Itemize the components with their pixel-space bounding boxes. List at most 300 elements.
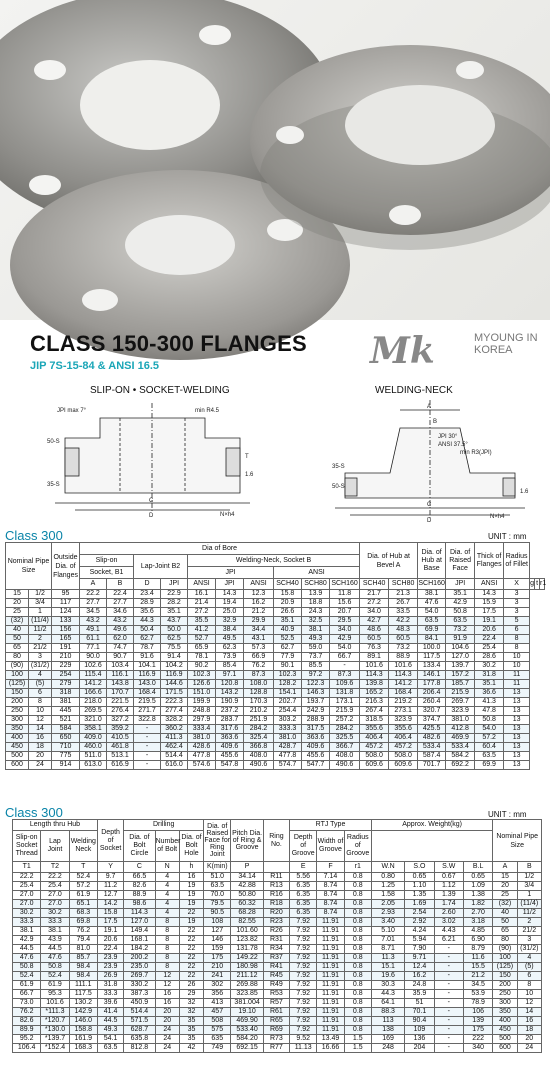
- table-cell: 150: [493, 972, 517, 981]
- table-cell: 33.3: [97, 990, 123, 999]
- table-cell: 584.20: [231, 1035, 263, 1044]
- table-cell: 5.10: [371, 927, 404, 936]
- table-cell: 11.6: [463, 954, 492, 963]
- table-cell: 318: [52, 689, 80, 698]
- table-cell: -: [434, 945, 463, 954]
- table-cell: R41: [263, 963, 289, 972]
- table-cell: 154.1: [274, 689, 302, 698]
- table-cell: 35.5: [188, 617, 216, 626]
- table-cell: 143.2: [216, 689, 244, 698]
- table-cell: 13: [504, 752, 530, 761]
- table-cell: 130.2: [69, 999, 97, 1008]
- table-cell: 22: [179, 936, 203, 945]
- table-row: [6, 734, 545, 743]
- table-cell: 273.1: [389, 707, 418, 716]
- table-cell: 363.6: [302, 734, 330, 743]
- table-row: [13, 999, 542, 1008]
- t2-column-row: [13, 862, 542, 873]
- table2-col-6: h: [179, 862, 203, 873]
- table-cell: 284.2: [330, 725, 360, 734]
- table-cell: 635.8: [124, 1035, 155, 1044]
- table-cell: 28.9: [134, 599, 161, 608]
- table-cell: 15.9: [475, 599, 504, 608]
- t2-head-slip: Slip-on Socket Thread: [13, 831, 41, 862]
- table-cell: 500: [493, 1035, 517, 1044]
- table1-col-1: B: [107, 579, 134, 590]
- table-cell: 410.5: [107, 734, 134, 743]
- t1-head-lap: Lap-Joint B2: [134, 555, 188, 579]
- table-cell: 104.6: [446, 644, 475, 653]
- ann-wn-c: C: [427, 502, 432, 508]
- table-cell: 12: [517, 999, 541, 1008]
- table-cell: 101.60: [231, 927, 263, 936]
- table-cell: 445: [52, 707, 80, 716]
- table-cell: 149.22: [231, 954, 263, 963]
- table-cell: 101.6: [389, 662, 418, 671]
- table-cell: -: [134, 761, 161, 770]
- table-cell: 43.9: [41, 936, 69, 945]
- table-cell: 7.14: [317, 873, 344, 882]
- table-cell: 41.4: [97, 1008, 123, 1017]
- table-cell: 219.2: [389, 698, 418, 707]
- table-cell: R61: [263, 1008, 289, 1017]
- table-row: [13, 945, 542, 954]
- table-cell: 692.2: [446, 761, 475, 770]
- table1-col-8: SCH80: [302, 579, 330, 590]
- table-cell: 32: [179, 1008, 203, 1017]
- table-cell: 477.8: [188, 752, 216, 761]
- diagram-weldingneck-drawing: [330, 398, 545, 523]
- table-cell: 49.6: [107, 626, 134, 635]
- table-cell: 61.9: [41, 981, 69, 990]
- ann-wn-16: 1.6: [520, 489, 529, 495]
- table-cell: -: [134, 734, 161, 743]
- ann-nxh4: N×h4: [220, 512, 235, 518]
- table-cell: 76.2: [13, 1008, 41, 1017]
- t2-head-raised-ring: Dia. of Raised Face for Ring Joint: [204, 820, 231, 862]
- table-cell: 127.0: [446, 653, 475, 662]
- table-cell: 650: [52, 734, 80, 743]
- table-cell: 482.6: [418, 734, 446, 743]
- table-cell: 12: [29, 716, 52, 725]
- table-cell: 24: [155, 1026, 179, 1035]
- table-cell: -: [434, 1017, 463, 1026]
- table-cell: 450: [493, 1026, 517, 1035]
- table-cell: 33.3: [13, 918, 41, 927]
- table-cell: 26.6: [274, 608, 302, 617]
- table-cell: 38.1: [13, 927, 41, 936]
- table-row: [6, 752, 545, 761]
- table1-col-6: ANSI: [244, 579, 274, 590]
- table-cell: 127: [204, 927, 231, 936]
- table-cell: 3/4: [517, 882, 541, 891]
- table-cell: 191: [52, 644, 80, 653]
- table-cell: 12: [155, 981, 179, 990]
- table-cell: 141.2: [389, 680, 418, 689]
- table-cell: (11/4): [517, 900, 541, 909]
- table-cell: 139.8: [360, 680, 389, 689]
- table-cell: 49.3: [302, 635, 330, 644]
- table-cell: 355.6: [360, 725, 389, 734]
- table-cell: R23: [263, 918, 289, 927]
- table-cell: 387.3: [124, 990, 155, 999]
- table-row: [13, 954, 542, 963]
- table-cell: 571.5: [124, 1017, 155, 1026]
- table-cell: 97.1: [216, 671, 244, 680]
- ann-wn-50s: 50-S: [332, 484, 345, 490]
- t2-head-weld: Welding Neck: [69, 831, 97, 862]
- table-cell: 8.74: [317, 909, 344, 918]
- table-cell: 168.4: [389, 689, 418, 698]
- table-cell: 185.7: [446, 680, 475, 689]
- table-cell: 7.92: [290, 999, 317, 1008]
- table1-col-12: SCH160: [418, 579, 446, 590]
- table-cell: 35.1: [475, 680, 504, 689]
- table-cell: 13: [504, 698, 530, 707]
- table-cell: 79.5: [204, 900, 231, 909]
- table-cell: 184.2: [124, 945, 155, 954]
- table-cell: 47.6: [41, 954, 69, 963]
- table-cell: 76.3: [360, 644, 389, 653]
- t2-head-length: Length thru Hub: [13, 820, 98, 831]
- table-cell: 50: [6, 635, 29, 644]
- table-cell: 63.5: [418, 617, 446, 626]
- table-cell: 8: [504, 644, 530, 653]
- table-cell: 1.82: [463, 900, 492, 909]
- table-cell: 170.7: [107, 689, 134, 698]
- table-cell: 90.5: [204, 909, 231, 918]
- table-cell: 3: [29, 653, 52, 662]
- table-cell: 57.2: [69, 882, 97, 891]
- table-cell: 469.90: [231, 1017, 263, 1026]
- table-cell: 587.4: [418, 752, 446, 761]
- table-cell: 66.9: [244, 653, 274, 662]
- t1-head-weld: Welding-Neck, Socket B: [188, 555, 360, 567]
- table-cell: 914: [52, 761, 80, 770]
- table-cell: 408.0: [244, 752, 274, 761]
- table-cell: 381: [52, 698, 80, 707]
- table-cell: 11.91: [317, 981, 344, 990]
- table-cell: 10: [29, 707, 52, 716]
- table-cell: 15.8: [274, 590, 302, 599]
- table-cell: 2.05: [371, 900, 404, 909]
- table-cell: 0.8: [344, 900, 371, 909]
- table-cell: 0.8: [344, 1008, 371, 1017]
- table-cell: 20: [155, 1008, 179, 1017]
- table-cell: 50.80: [231, 891, 263, 900]
- table-cell: 138: [371, 1026, 404, 1035]
- table-cell: 44.5: [97, 1017, 123, 1026]
- t2-head-width-groove: Width of Groove: [317, 831, 344, 862]
- table-cell: 19.6: [371, 972, 404, 981]
- table-cell: 11.91: [317, 1026, 344, 1035]
- table-cell: 7.92: [290, 945, 317, 954]
- table-cell: 14.3: [475, 590, 504, 599]
- flange-photo: [0, 0, 550, 320]
- table-cell: 0.8: [344, 954, 371, 963]
- table-cell: 52.4: [69, 873, 97, 882]
- table-cell: 42.7: [360, 617, 389, 626]
- table-cell: 2.93: [371, 909, 404, 918]
- table-cell: 24: [155, 1044, 179, 1053]
- table-cell: 120.8: [216, 680, 244, 689]
- table-cell: 366.7: [330, 743, 360, 752]
- table-cell: 24: [155, 1035, 179, 1044]
- table1-unit: UNIT : mm: [488, 532, 527, 541]
- table-cell: 8.74: [317, 882, 344, 891]
- table-cell: 61.1: [80, 635, 107, 644]
- table-cell: 11.13: [290, 1044, 317, 1053]
- table-cell: 409.6: [302, 743, 330, 752]
- table-cell: 39.6: [97, 999, 123, 1008]
- table-cell: 82.55: [231, 918, 263, 927]
- table-cell: 61.9: [69, 891, 97, 900]
- table-cell: 8: [155, 918, 179, 927]
- flange-photo-illustration: [0, 0, 550, 320]
- table-cell: 8: [155, 927, 179, 936]
- table2-col-2: T: [69, 862, 97, 873]
- table-cell: 20.7: [330, 608, 360, 617]
- table-cell: 11.8: [330, 590, 360, 599]
- table-cell: 33.3: [41, 918, 69, 927]
- table-cell: 6.90: [463, 936, 492, 945]
- table-cell: 75.5: [161, 644, 188, 653]
- table-cell: 30.2: [41, 909, 69, 918]
- table-cell: 35: [179, 1017, 203, 1026]
- table-cell: 143.8: [107, 680, 134, 689]
- table-cell: 28.6: [475, 653, 504, 662]
- table-cell: 514.4: [124, 1008, 155, 1017]
- table-cell: 42.2: [389, 617, 418, 626]
- table-cell: (32): [6, 617, 29, 626]
- table-cell: 7.92: [290, 972, 317, 981]
- table-cell: 3.02: [434, 918, 463, 927]
- table-cell: 95.3: [41, 990, 69, 999]
- table-cell: *120.7: [41, 1017, 69, 1026]
- t2-head-ring: Ring No.: [263, 820, 289, 862]
- table-cell: 41.3: [475, 698, 504, 707]
- table-cell: 40: [493, 909, 517, 918]
- table-cell: 66.7: [13, 990, 41, 999]
- table-cell: 0.65: [405, 873, 434, 882]
- table-cell: 62.5: [161, 635, 188, 644]
- table-cell: 0.8: [344, 918, 371, 927]
- table-cell: 22.2: [13, 873, 41, 882]
- table-cell: 54.1: [97, 1035, 123, 1044]
- table1-col-0: A: [80, 579, 107, 590]
- table-cell: 89.1: [360, 653, 389, 662]
- table2-col-18: B: [517, 862, 541, 873]
- table-cell: 7.92: [290, 936, 317, 945]
- t1-head-ansi: ANSI: [274, 567, 360, 579]
- table-row: [13, 981, 542, 990]
- table-cell: (125): [493, 963, 517, 972]
- table-row: [6, 644, 545, 653]
- ann-jpi-max: JPI max 7°: [57, 408, 87, 414]
- table2-col-10: E: [290, 862, 317, 873]
- table-cell: (5): [517, 963, 541, 972]
- table-cell: 635: [204, 1035, 231, 1044]
- table-cell: 3: [517, 936, 541, 945]
- table-cell: 204: [405, 1044, 434, 1053]
- table-cell: 146.0: [69, 1017, 97, 1026]
- table-row: [6, 662, 545, 671]
- table-cell: 19.4: [216, 599, 244, 608]
- table-cell: 21.7: [360, 590, 389, 599]
- table-cell: 12.7: [97, 891, 123, 900]
- table-cell: 609.6: [360, 761, 389, 770]
- table-cell: 381.0: [274, 734, 302, 743]
- table-cell: 73.0: [13, 999, 41, 1008]
- table-cell: 150: [6, 689, 29, 698]
- table1-col-18: r1: [540, 579, 545, 590]
- table-cell: 88.3: [371, 1008, 404, 1017]
- table-cell: 16.2: [244, 599, 274, 608]
- table-cell: 100: [6, 671, 29, 680]
- table-cell: 48.6: [360, 626, 389, 635]
- table-cell: 34.5: [80, 608, 107, 617]
- table-cell: 0.8: [344, 945, 371, 954]
- table-cell: 146: [204, 936, 231, 945]
- ann-ansi375: ANSI 37.5°: [438, 442, 468, 448]
- table-cell: 73.7: [302, 653, 330, 662]
- t2-head-depth-groove: Depth of Groove: [290, 831, 317, 862]
- table-cell: -: [434, 1044, 463, 1053]
- table-cell: 271.7: [134, 707, 161, 716]
- table-cell: 43.1: [244, 635, 274, 644]
- table2-col-17: A: [493, 862, 517, 873]
- table-cell: 52.5: [274, 635, 302, 644]
- logo-country: KOREA: [474, 344, 513, 356]
- table-cell: 2.54: [405, 909, 434, 918]
- table-cell: 7.92: [290, 1008, 317, 1017]
- table-cell: 21.3: [389, 590, 418, 599]
- table-cell: 710: [52, 743, 80, 752]
- table-cell: 101.6: [41, 999, 69, 1008]
- table-cell: 14.2: [97, 900, 123, 909]
- table-cell: 2: [29, 635, 52, 644]
- table-cell: 57.3: [244, 644, 274, 653]
- table-cell: R18: [263, 900, 289, 909]
- table-cell: (5): [29, 680, 52, 689]
- table-cell: 242.9: [302, 707, 330, 716]
- table-cell: 90.7: [107, 653, 134, 662]
- table-cell: 812.8: [124, 1044, 155, 1053]
- table-cell: 254.4: [274, 707, 302, 716]
- table-cell: 575: [204, 1026, 231, 1035]
- table-cell: 9.7: [97, 873, 123, 882]
- table-cell: 8: [517, 981, 541, 990]
- table-cell: 490.6: [244, 761, 274, 770]
- table-cell: 50.8: [13, 963, 41, 972]
- table-cell: 49.3: [97, 1026, 123, 1035]
- table-cell: 180.98: [231, 963, 263, 972]
- table-cell: 62.0: [107, 635, 134, 644]
- ann-wn-35s: 35-S: [332, 464, 345, 470]
- table-cell: (11/4): [29, 617, 52, 626]
- table-cell: 521: [52, 716, 80, 725]
- table-cell: 200: [493, 981, 517, 990]
- diagram-weldingneck-label: WELDING-NECK: [375, 385, 453, 396]
- table-cell: 10: [504, 653, 530, 662]
- table-cell: 54.0: [330, 644, 360, 653]
- table-cell: 116.9: [134, 671, 161, 680]
- table-cell: 5.56: [290, 873, 317, 882]
- table-cell: 90.2: [188, 662, 216, 671]
- table-cell: 16: [29, 734, 52, 743]
- table1-col-14: ANSI: [475, 579, 504, 590]
- table-cell: 117.5: [69, 990, 97, 999]
- table-cell: 1.74: [434, 900, 463, 909]
- diagram-slipon-drawing: [45, 398, 265, 518]
- table-cell: 104.2: [161, 662, 188, 671]
- table-cell: 4: [155, 909, 179, 918]
- table-cell: 1.35: [405, 891, 434, 900]
- table-cell: 60.32: [231, 900, 263, 909]
- table2-col-15: S.W: [434, 862, 463, 873]
- table-cell: 533.40: [231, 1026, 263, 1035]
- table-cell: 20.6: [97, 936, 123, 945]
- table-cell: 50.0: [161, 626, 188, 635]
- table-cell: (125): [6, 680, 29, 689]
- table-cell: 613.0: [80, 761, 107, 770]
- table-cell: 20.9: [274, 599, 302, 608]
- table-cell: 65.1: [69, 900, 97, 909]
- table-row: [6, 689, 545, 698]
- table-cell: 514.4: [161, 752, 188, 761]
- table-cell: 19.10: [231, 1008, 263, 1017]
- table-cell: 65: [493, 927, 517, 936]
- table-cell: 409.6: [216, 743, 244, 752]
- table-cell: *152.4: [41, 1044, 69, 1053]
- table-cell: 2: [517, 918, 541, 927]
- table-cell: 35: [179, 1026, 203, 1035]
- table-cell: 88.9: [124, 891, 155, 900]
- table-cell: 4.85: [463, 927, 492, 936]
- table-cell: 59.0: [302, 644, 330, 653]
- table-cell: 322.8: [134, 716, 161, 725]
- table-cell: 81.0: [69, 945, 97, 954]
- table-cell: 17.5: [97, 918, 123, 927]
- table-cell: 24.3: [302, 608, 330, 617]
- table-cell: 428.6: [188, 743, 216, 752]
- table-cell: 85.7: [69, 954, 97, 963]
- table-cell: 412.8: [446, 725, 475, 734]
- table-cell: 628.7: [124, 1026, 155, 1035]
- table-cell: 14: [517, 1008, 541, 1017]
- table-cell: 6.21: [434, 936, 463, 945]
- table-cell: 408.0: [330, 752, 360, 761]
- table-cell: 95.2: [13, 1035, 41, 1044]
- table-cell: 48.3: [389, 626, 418, 635]
- table-cell: 168.3: [69, 1044, 97, 1053]
- table-cell: 21.4: [188, 599, 216, 608]
- table-cell: 27.2: [360, 599, 389, 608]
- table-cell: 13: [504, 734, 530, 743]
- logo-brand: MYOUNG IN: [474, 332, 538, 344]
- table-cell: 173.1: [330, 698, 360, 707]
- table-cell: 11.91: [317, 972, 344, 981]
- table-cell: 35: [179, 1035, 203, 1044]
- table-row: [13, 927, 542, 936]
- table-cell: 21/2: [517, 927, 541, 936]
- table-cell: 279: [52, 680, 80, 689]
- ann-b: B: [433, 419, 438, 425]
- table-cell: 114.3: [124, 909, 155, 918]
- table-cell: -: [434, 1008, 463, 1017]
- table-cell: R11: [263, 873, 289, 882]
- table-row: [6, 608, 545, 617]
